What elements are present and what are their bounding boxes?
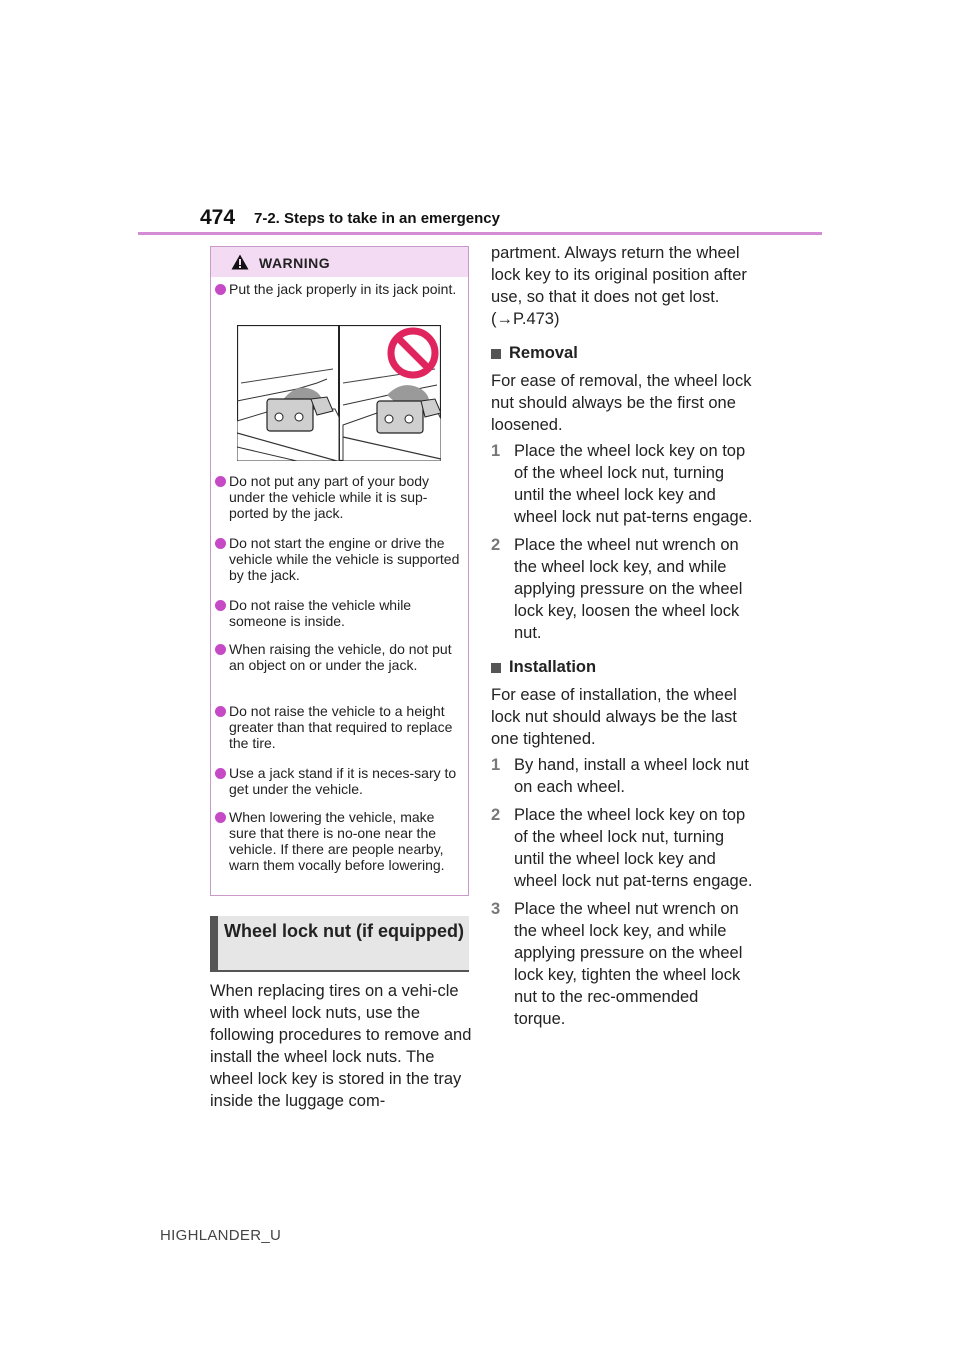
square-bullet-icon [491,663,501,673]
intro-paragraph-left: When replacing tires on a vehi-cle with wheel lock nuts, use the following procedures to remove and install the wheel lock nuts. The wheel lock key is stored in the tray inside the luggage com- [210,982,472,1110]
warning-item: Do not raise the vehicle to a height greater than that required to replace the tire. [215,703,463,751]
installation-step: 2 Place the wheel lock key on top of the wheel lock nut, turning until the wheel lock key and wheel lock nut pat-terns engage. [491,806,753,890]
section-heading [210,916,469,972]
installation-step: 1 By hand, install a wheel lock nut on each wheel. [491,756,749,796]
bullet-icon [215,768,226,779]
removal-step: 2 Place the wheel nut wrench on the wheel lock key, and while applying pressure on the wheel lock key, loosen the wheel lock nut. [491,536,743,642]
warning-triangle-icon [231,254,249,270]
right-column [491,242,753,1030]
bullet-icon [215,284,226,295]
bullet-icon [215,538,226,549]
footer-model: HIGHLANDER_U [160,1227,282,1244]
warning-item: Use a jack stand if it is neces-sary to get under the vehicle. [215,765,463,797]
warning-item: Do not raise the vehicle while someone is inside. [215,597,463,629]
installation-text: For ease of installation, the wheel lock nut should always be the last one tightened. [491,686,737,748]
section-title: 7-2. Steps to take in an emergency [254,210,500,227]
removal-step: 1 Place the wheel lock key on top of the wheel lock nut, turning until the wheel lock key and wheel lock nut pat-terns engage. [491,442,753,526]
warning-label: WARNING [259,255,331,271]
bullet-icon [215,812,226,823]
heading-bar [210,916,218,970]
warning-header [211,247,468,277]
installation-heading: Installation [491,658,753,677]
removal-text: For ease of removal, the wheel lock nut should always be the first one loosened. [491,372,752,434]
section-heading-text: Wheel lock nut (if equipped) [224,921,464,941]
warning-item: Put the jack properly in its jack point. [215,281,463,297]
bullet-icon [215,476,226,487]
warning-item: When lowering the vehicle, make sure that there is no-one near the vehicle. If there are people nearby, warn them vocally before lowering. [215,809,463,873]
square-bullet-icon [491,349,501,359]
warning-item: Do not put any part of your body under the vehicle while it is sup-ported by the jack. [215,473,463,521]
jack-placement-illustration [237,325,441,461]
warning-item: When raising the vehicle, do not put an object on or under the jack. [215,641,463,673]
removal-heading: Removal [491,344,753,363]
installation-step: 3 Place the wheel nut wrench on the wheel lock key, and while applying pressure on the wheel lock key, tighten the wheel lock nut to the rec-ommended torque. [491,900,743,1028]
bullet-icon [215,644,226,655]
bullet-icon [215,600,226,611]
bullet-icon [215,706,226,717]
warning-box [210,246,469,896]
intro-paragraph-right: partment. Always return the wheel lock key to its original position after use, so that it does not get lost. (→P.473) [491,244,747,328]
page-number: 474 [200,206,236,229]
warning-item: Do not start the engine or drive the vehicle while the vehicle is supported by the jack. [215,535,463,583]
header-rule [138,232,822,235]
